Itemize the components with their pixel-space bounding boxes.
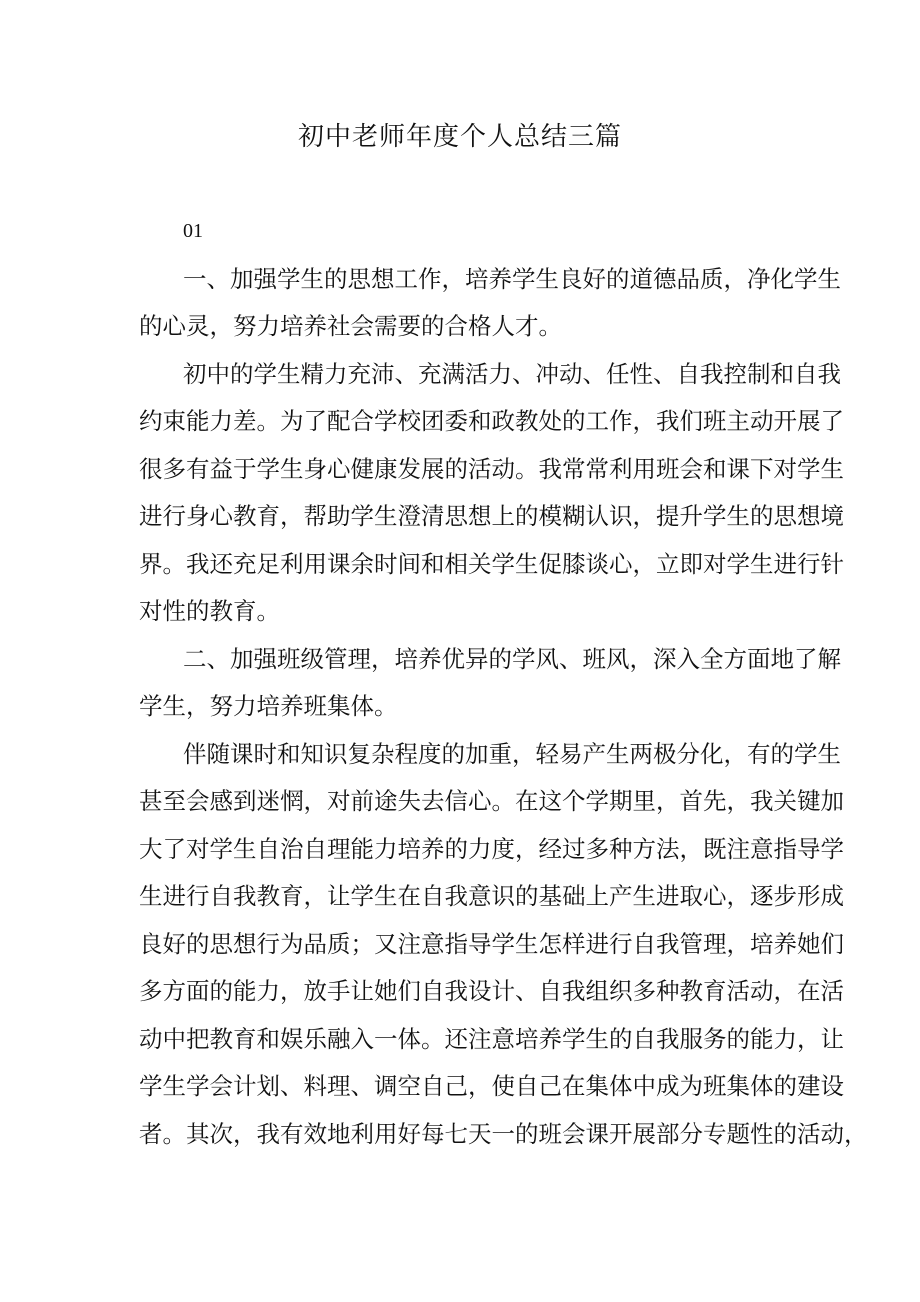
document-body: [139, 208, 868, 1158]
paragraph-line: 对性的教育。: [139, 597, 280, 625]
paragraph-line: 学生学会计划、料理、调空自己，使自己在集体中成为班集体的建设: [139, 1072, 844, 1100]
paragraphs: [139, 256, 868, 1159]
paragraph-line: 的心灵，努力培养社会需要的合格人才。: [139, 312, 562, 340]
paragraph-line: 一、加强学生的思想工作，培养学生良好的道德品质，净化学生: [183, 264, 841, 293]
paragraph-line: 甚至会感到迷惘，对前途失去信心。在这个学期里，首先，我关键加: [139, 787, 844, 815]
paragraph-line: 大了对学生自治自理能力培养的力度，经过多种方法，既注意指导学: [139, 834, 844, 863]
paragraph-line: 动中把教育和娱乐融入一体。还注意培养学生的自我服务的能力，让: [139, 1024, 844, 1053]
paragraph-line: 界。我还充足利用课余时间和相关学生促膝谈心，立即对学生进行针: [139, 549, 844, 578]
paragraph: [139, 636, 841, 731]
paragraph-line: 学生，努力培养班集体。: [139, 692, 398, 720]
paragraph-line: 进行身心教育，帮助学生澄清思想上的模糊认识，提升学生的思想境: [139, 502, 844, 530]
paragraph-line: 很多有益于学生身心健康发展的活动。我常常利用班会和课下对学生: [139, 454, 844, 483]
paragraph-line: 伴随课时和知识复杂程度的加重，轻易产生两极分化，有的学生: [183, 739, 841, 768]
paragraph-line: 初中的学生精力充沛、充满活力、冲动、任性、自我控制和自我: [183, 359, 841, 388]
paragraph-line: 二、加强班级管理，培养优异的学风、班风，深入全方面地了解: [183, 644, 841, 673]
paragraph: [139, 256, 841, 351]
paragraph-line: 多方面的能力，放手让她们自我设计、自我组织多种教育活动，在活: [139, 977, 844, 1005]
paragraph-line: 约束能力差。为了配合学校团委和政教处的工作，我们班主动开展了: [139, 407, 844, 435]
section-number: 01: [183, 220, 203, 242]
paragraph-line: 者。其次，我有效地利用好每七天一的班会课开展部分专题性的活动，: [139, 1119, 868, 1148]
paragraph-line: 良好的思想行为品质；又注意指导学生怎样进行自我管理，培养她们: [139, 929, 844, 958]
document-title: 初中老师年度个人总结三篇: [297, 122, 622, 152]
paragraph: [139, 731, 868, 1159]
paragraph: [139, 351, 844, 636]
paragraph-line: 生进行自我教育，让学生在自我意识的基础上产生进取心，逐步形成: [139, 882, 844, 910]
